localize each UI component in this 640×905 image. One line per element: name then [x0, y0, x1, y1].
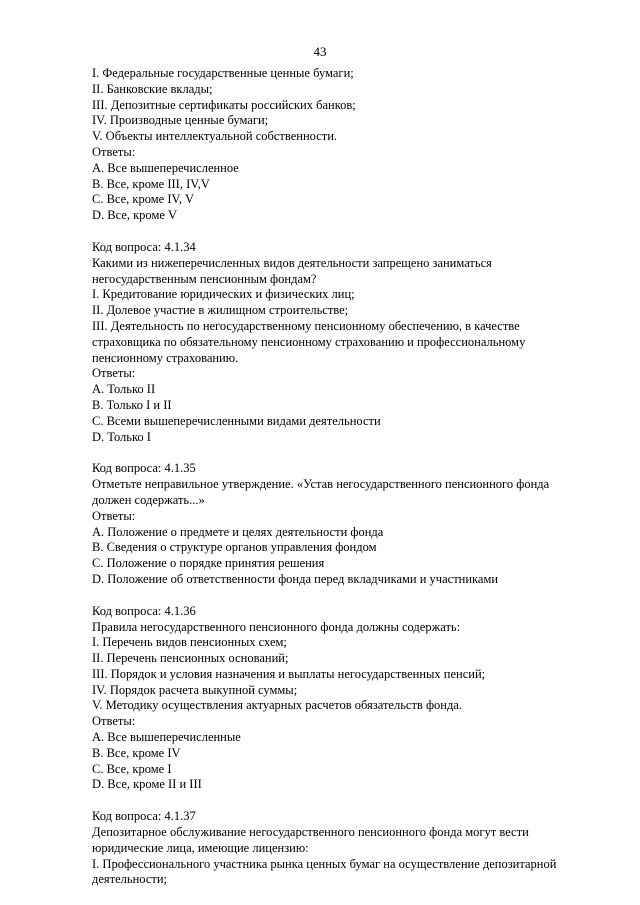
statement-line: IV. Производные ценные бумаги;	[92, 113, 269, 128]
statement-line: III. Порядок и условия назначения и выплаты негосударственных пенсий;	[92, 666, 486, 681]
block-separator	[92, 588, 552, 604]
answer-option: D. Все, кроме II и III	[92, 777, 202, 792]
statement-line: II. Банковские вклады;	[92, 81, 213, 96]
statement-line: II. Долевое участие в жилищном строительстве;	[92, 303, 349, 318]
answer-option: A. Все вышеперечисленные	[92, 730, 241, 745]
statement-line: деятельности;	[92, 872, 168, 887]
answer-option: A. Все вышеперечисленное	[92, 160, 239, 175]
statement-line: I. Кредитование юридических и физических лиц;	[92, 287, 355, 302]
question-code: Код вопроса: 4.1.36	[92, 603, 196, 618]
block-separator	[92, 224, 552, 240]
statement-line: V. Методику осуществления актуарных расчетов обязательств фонда.	[92, 698, 463, 713]
page-number: 43	[313, 44, 327, 59]
block-separator	[92, 793, 552, 809]
question-block-4-1-36	[92, 604, 552, 794]
answers-heading: Ответы:	[92, 714, 136, 729]
question-code: Код вопроса: 4.1.35	[92, 461, 196, 476]
answer-option: D. Все, кроме V	[92, 208, 178, 223]
question-text: Отметьте неправильное утверждение. «Устав негосударственного пенсионного фонда	[92, 477, 550, 492]
answer-option: D. Положение об ответственности фонда перед вкладчиками и участниками	[92, 571, 499, 586]
block-separator	[92, 445, 552, 461]
statement-line: пенсионному страхованию.	[92, 350, 239, 365]
answer-option: B. Только I и II	[92, 397, 172, 412]
answers-heading: Ответы:	[92, 144, 136, 159]
answers-heading: Ответы:	[92, 366, 136, 381]
question-block-4-1-35	[92, 461, 552, 587]
answer-option: C. Все, кроме IV, V	[92, 192, 194, 207]
question-text: негосударственным пенсионным фондам?	[92, 271, 317, 286]
statement-line: IV. Порядок расчета выкупной суммы;	[92, 682, 298, 697]
answer-option: C. Все, кроме I	[92, 761, 172, 776]
question-text: Правила негосударственного пенсионного фонда должны содержать:	[92, 619, 461, 634]
answer-option: B. Все, кроме III, IV,V	[92, 176, 210, 191]
statement-line: V. Объекты интеллектуальной собственности.	[92, 129, 338, 144]
question-text: должен содержать...»	[92, 492, 205, 507]
question-text: юридические лица, имеющие лицензию:	[92, 840, 309, 855]
answer-option: B. Все, кроме IV	[92, 745, 181, 760]
question-text: Депозитарное обслуживание негосударственного пенсионного фонда могут вести	[92, 825, 529, 840]
question-block-4-1-37	[92, 809, 557, 888]
answer-option: A. Только II	[92, 382, 156, 397]
question-block-options-continued	[92, 66, 552, 224]
statement-line: III. Деятельность по негосударственному пенсионному обеспечению, в качестве	[92, 318, 520, 333]
question-code: Код вопроса: 4.1.34	[92, 239, 196, 254]
answer-option: A. Положение о предмете и целях деятельности фонда	[92, 524, 384, 539]
statement-line: I. Перечень видов пенсионных схем;	[92, 635, 287, 650]
question-block-4-1-34	[92, 240, 552, 445]
statement-line: III. Депозитные сертификаты российских банков;	[92, 97, 356, 112]
answer-option: C. Положение о порядке принятия решения	[92, 556, 325, 571]
statement-line: страховщика по обязательному пенсионному страхованию и профессиональному	[92, 334, 526, 349]
statement-line: II. Перечень пенсионных оснований;	[92, 651, 289, 666]
question-text: Какими из нижеперечисленных видов деятельности запрещено заниматься	[92, 255, 492, 270]
answer-option: C. Всеми вышеперечисленными видами деятельности	[92, 413, 381, 428]
answer-option: B. Сведения о структуре органов управления фондом	[92, 540, 377, 555]
question-code: Код вопроса: 4.1.37	[92, 809, 196, 824]
statement-line: I. Профессионального участника рынка ценных бумаг на осуществление депозитарной	[92, 856, 557, 871]
document-body	[92, 66, 557, 888]
answers-heading: Ответы:	[92, 508, 136, 523]
answer-option: D. Только I	[92, 429, 151, 444]
statement-line: I. Федеральные государственные ценные бумаги;	[92, 66, 354, 80]
